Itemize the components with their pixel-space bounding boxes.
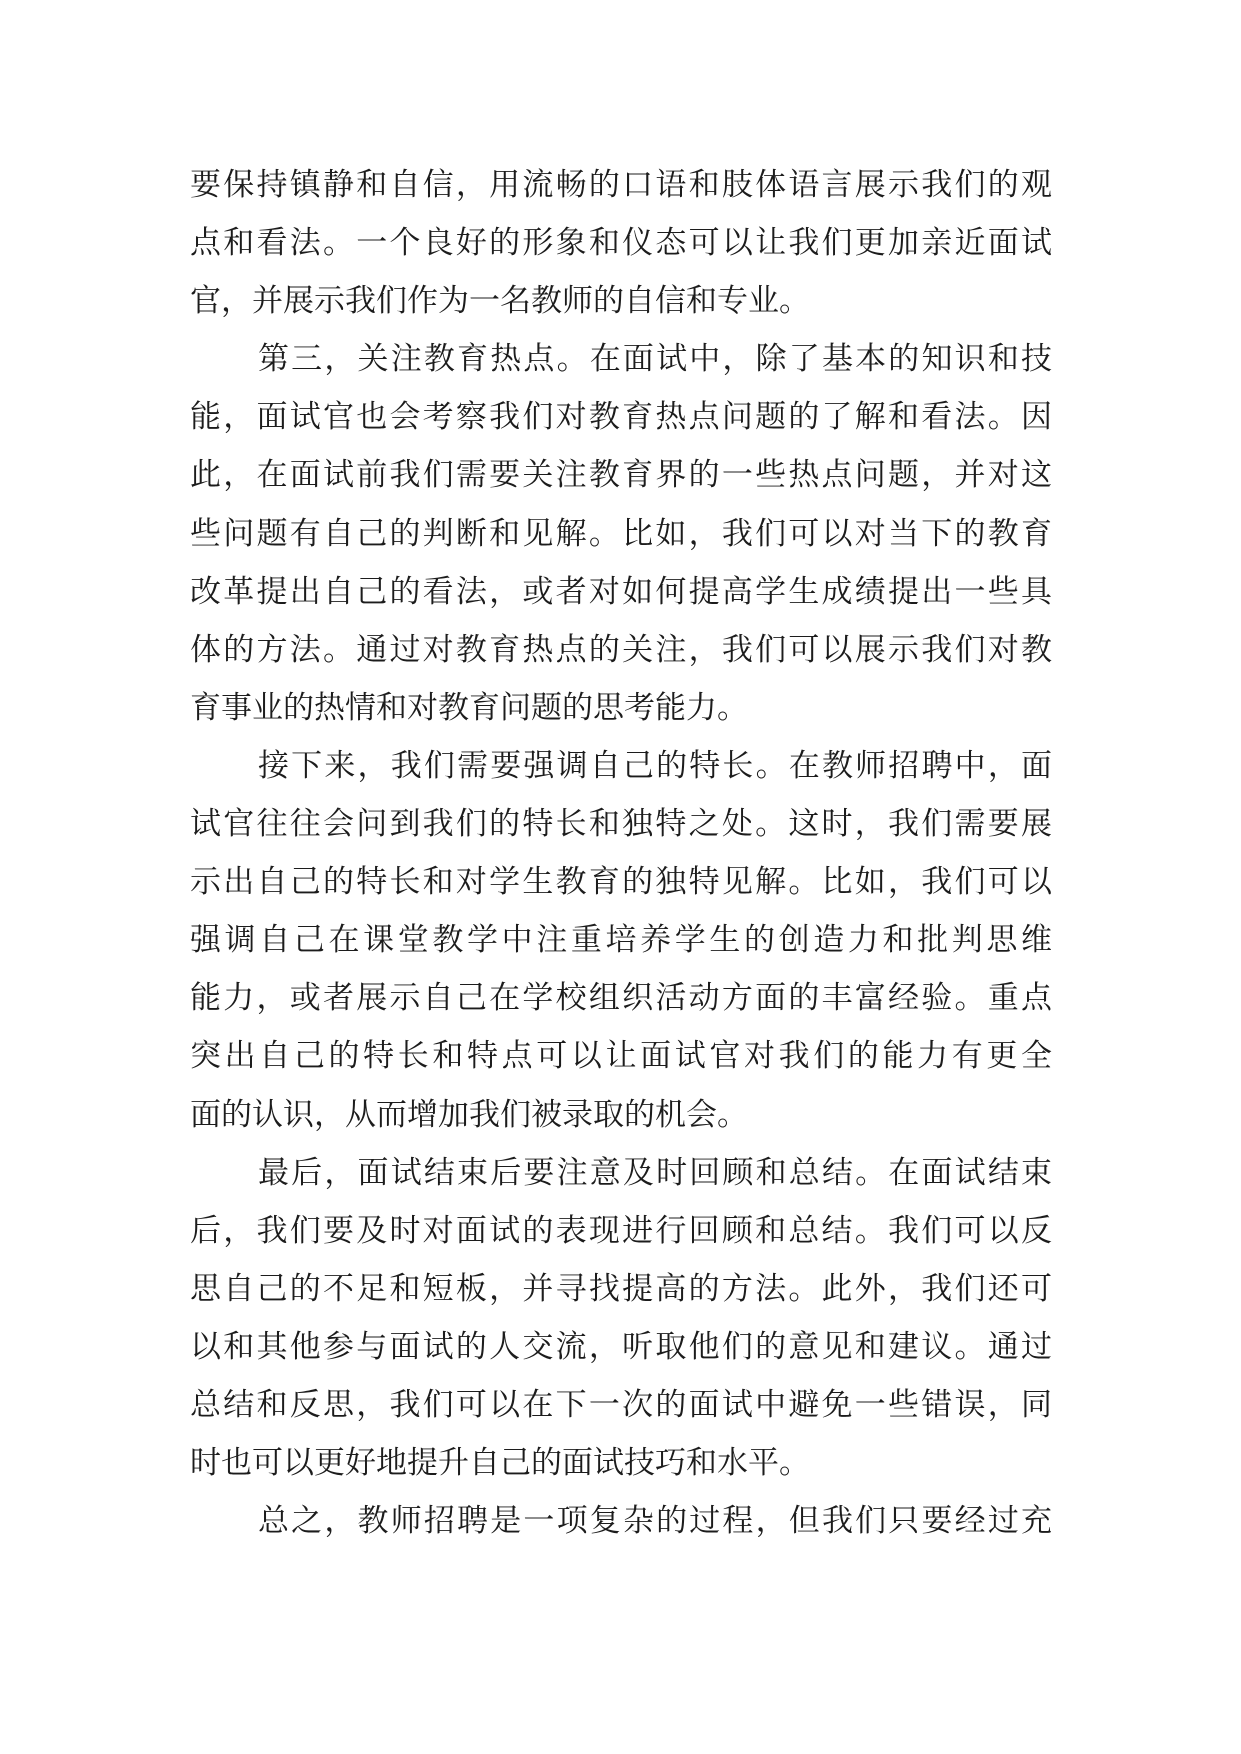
text-line: 些问题有自己的判断和见解。比如，我们可以对当下的教育	[190, 515, 1052, 552]
text-line: 突出自己的特长和特点可以让面试官对我们的能力有更全	[190, 1038, 1052, 1075]
text-line: 面的认识，从而增加我们被录取的机会。	[190, 1096, 748, 1133]
text-line: 强调自己在课堂教学中注重培养学生的创造力和批判思维	[190, 922, 1052, 959]
text-line: 体的方法。通过对教育热点的关注，我们可以展示我们对教	[190, 631, 1052, 668]
body-text	[190, 156, 1052, 1550]
text-line: 以和其他参与面试的人交流，听取他们的意见和建议。通过	[190, 1328, 1052, 1365]
text-line: 第三，关注教育热点。在面试中，除了基本的知识和技	[258, 341, 1052, 378]
text-line: 能，面试官也会考察我们对教育热点问题的了解和看法。因	[190, 399, 1052, 436]
text-line: 时也可以更好地提升自己的面试技巧和水平。	[190, 1445, 810, 1482]
text-line: 总之，教师招聘是一项复杂的过程，但我们只要经过充	[258, 1503, 1052, 1540]
text-line: 育事业的热情和对教育问题的思考能力。	[190, 689, 748, 726]
text-line: 示出自己的特长和对学生教育的独特见解。比如，我们可以	[190, 864, 1052, 901]
text-line: 点和看法。一个良好的形象和仪态可以让我们更加亲近面试	[190, 225, 1052, 262]
text-line: 接下来，我们需要强调自己的特长。在教师招聘中，面	[258, 747, 1052, 784]
text-line: 试官往往会问到我们的特长和独特之处。这时，我们需要展	[190, 806, 1052, 843]
text-line: 后，我们要及时对面试的表现进行回顾和总结。我们可以反	[190, 1212, 1052, 1249]
text-line: 最后，面试结束后要注意及时回顾和总结。在面试结束	[258, 1154, 1052, 1191]
text-line: 总结和反思，我们可以在下一次的面试中避免一些错误，同	[190, 1386, 1052, 1423]
text-line: 官，并展示我们作为一名教师的自信和专业。	[190, 283, 810, 320]
text-line: 改革提出自己的看法，或者对如何提高学生成绩提出一些具	[190, 573, 1052, 610]
text-line: 思自己的不足和短板，并寻找提高的方法。此外，我们还可	[190, 1270, 1052, 1307]
text-line: 此，在面试前我们需要关注教育界的一些热点问题，并对这	[190, 457, 1052, 494]
text-line: 能力，或者展示自己在学校组织活动方面的丰富经验。重点	[190, 980, 1052, 1017]
text-line: 要保持镇静和自信，用流畅的口语和肢体语言展示我们的观	[190, 167, 1052, 203]
